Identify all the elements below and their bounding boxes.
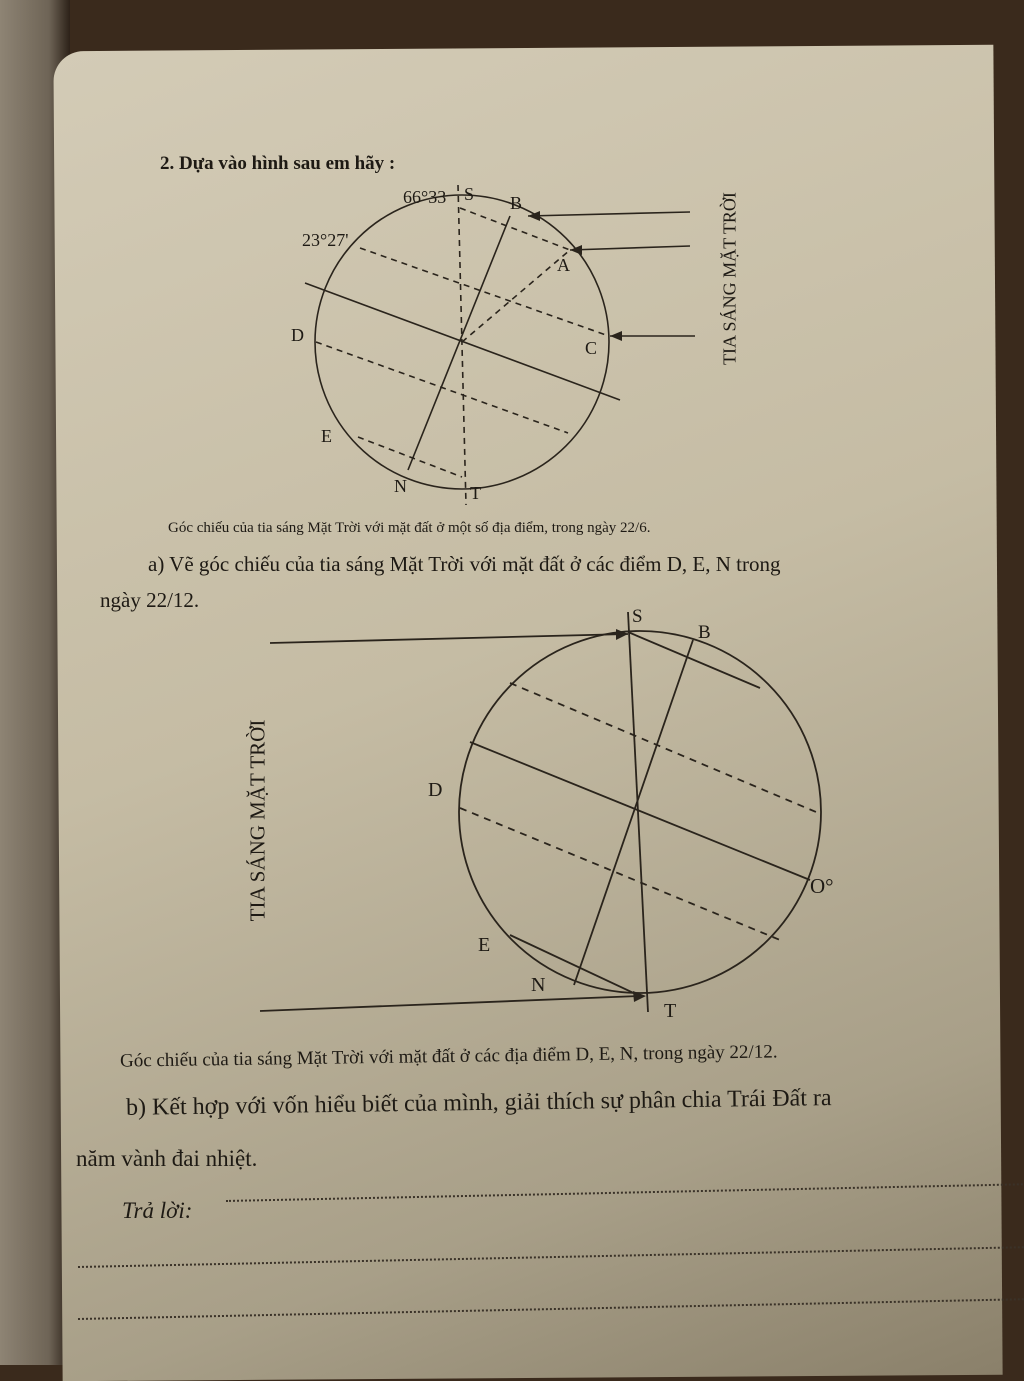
point-c-label: C — [585, 338, 598, 358]
exercise-heading: 2. Dựa vào hình sau em hãy : — [160, 153, 396, 174]
point-s-label: S — [464, 184, 475, 204]
angle-66-33-label: 66°33 — [403, 187, 447, 207]
point-e-label: E — [321, 426, 332, 446]
question-b-line2: năm vành đai nhiệt. — [76, 1146, 258, 1171]
question-a-line1: a) Vẽ góc chiếu của tia sáng Mặt Trời với mặt đất ở các điểm D, E, N trong — [148, 552, 781, 576]
point-n-label: N — [394, 476, 407, 496]
point-a-label: A — [557, 255, 570, 275]
figure-2-caption: Góc chiếu của tia sáng Mặt Trời với mặt đất ở các địa điểm D, E, N, trong ngày 22/12. — [119, 1041, 778, 1072]
sun-rays-label-1: TIA SÁNG MẶT TRỜI — [719, 192, 740, 365]
point-n2-label: N — [531, 974, 546, 996]
figure-1-caption: Góc chiếu của tia sáng Mặt Trời với mặt đất ở một số địa điểm, trong ngày 22/6. — [168, 520, 651, 536]
question-b-line1: b) Kết hợp với vốn hiểu biết của mình, giải thích sự phân chia Trái Đất ra — [125, 1085, 832, 1121]
point-t-label: T — [470, 483, 481, 503]
textbook-page — [53, 45, 1002, 1381]
point-t2-label: T — [664, 1000, 677, 1022]
point-d2-label: D — [428, 779, 443, 801]
point-e2-label: E — [478, 934, 491, 956]
angle-23-27-label: 23°27' — [302, 230, 349, 250]
point-b-label: B — [510, 193, 523, 213]
point-s2-label: S — [632, 606, 643, 627]
point-o2-label: O° — [810, 874, 834, 898]
answer-label: Trả lời: — [122, 1198, 193, 1223]
point-b2-label: B — [698, 622, 711, 643]
sun-rays-label-2: TIA SÁNG MẶT TRỜI — [245, 719, 270, 922]
point-d-label: D — [291, 325, 304, 345]
question-a-line2: ngày 22/12. — [100, 588, 200, 612]
